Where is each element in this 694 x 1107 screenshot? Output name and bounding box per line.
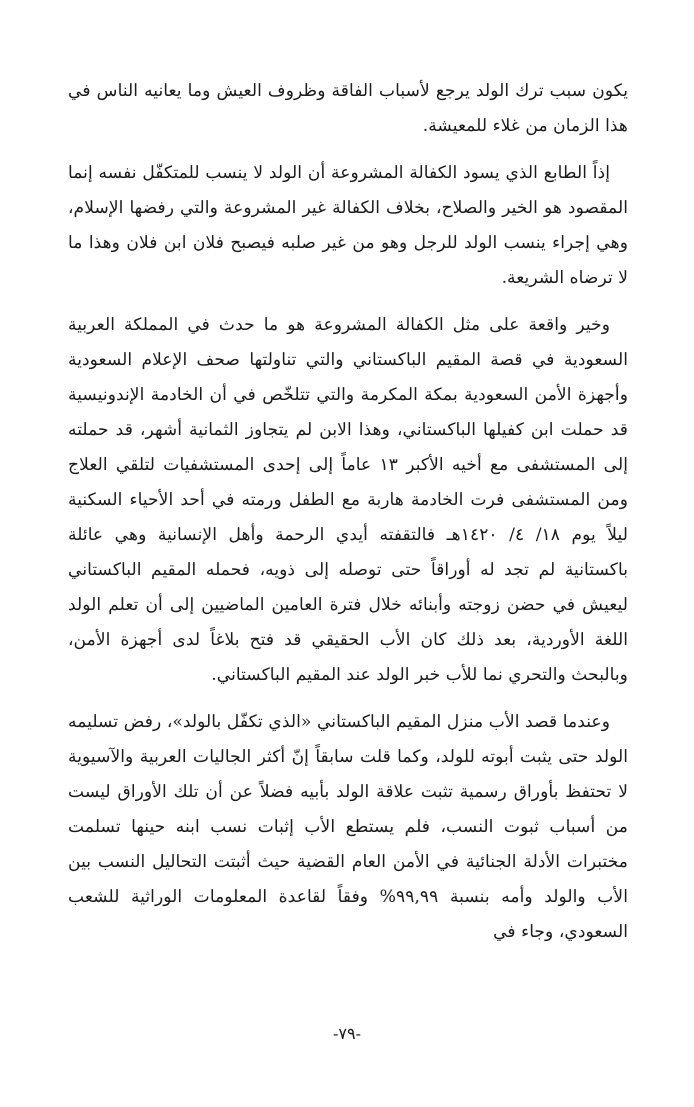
paragraph-3: وخير واقعة على مثل الكفالة المشروعة هو ما حدث في المملكة العربية السعودية في قصة المقيم الباكستاني والتي تناولتها صحف الإعلام السعودية وأجهزة الأمن السعودية بمكة المكرمة والتي تتلخّص في أن الخادمة الإندونيسية قد حملت ابن كفيلها الباكستاني، وهذا الابن لم يتجاوز الثمانية أشهر، قد حملته إلى المستشفى مع أخيه الأكبر ١٣ عاماً إلى إحدى المستشفيات لتلقي العلاج ومن المستشفى فرت الخادمة هاربة مع الطفل ورمته في أحد الأحياء السكنية ليلاً يوم ١٨/ ٤/ ١٤٢٠هـ فالتقفته أيدي الرحمة وأهل الإنسانية وهي عائلة باكستانية لم تجد له أوراقاً حتى توصله إلى ذويه، فحمله المقيم الباكستاني ليعيش في حضن زوجته وأبنائه خلال فترة العامين الماضيين إلى أن تعلم الولد اللغة الأوردية، بعد ذلك كان الأب الحقيقي قد فتح بلاغاً لدى أجهزة الأمن، وبالبحث والتحري نما للأب خبر الولد عند المقيم الباكستاني. bbox=[68, 315, 628, 685]
paragraph-1: يكون سبب ترك الولد يرجع لأسباب الفاقة وظروف العيش وما يعانيه الناس في هذا الزمان من غلاء للمعيشة. bbox=[68, 81, 628, 136]
page-number: -٧٩- bbox=[333, 1024, 361, 1043]
body-text bbox=[68, 74, 628, 962]
paragraph-4: وعندما قصد الأب منزل المقيم الباكستاني «الذي تكفّل بالولد»، رفض تسليمه الولد حتى يثبت أبوته للولد، وكما قلت سابقاً إنّ أكثر الجاليات العربية والآسيوية لا تحتفظ بأوراق رسمية تثبت علاقة الولد بأبيه فضلاً عن أن تلك الأوراق ليست من أسباب ثبوت النسب، فلم يستطع الأب إثبات نسب ابنه حينها تسلمت مختبرات الأدلة الجنائية في الأمن العام القضية حيث أثبتت التحاليل النسب بين الأب والولد وأمه بنسبة ٩٩,٩٩% وفقاً لقاعدة المعلومات الوراثية للشعب السعودي، وجاء في bbox=[68, 712, 628, 942]
paragraph-2: إذاً الطابع الذي يسود الكفالة المشروعة أن الولد لا ينسب للمتكفّل نفسه إنما المقصود هو الخير والصلاح، بخلاف الكفالة غير المشروعة والتي رفضها الإسلام، وهي إجراء ينسب الولد للرجل وهو من غير صلبه فيصبح فلان ابن فلان وهذا ما لا ترضاه الشريعة. bbox=[68, 163, 628, 288]
